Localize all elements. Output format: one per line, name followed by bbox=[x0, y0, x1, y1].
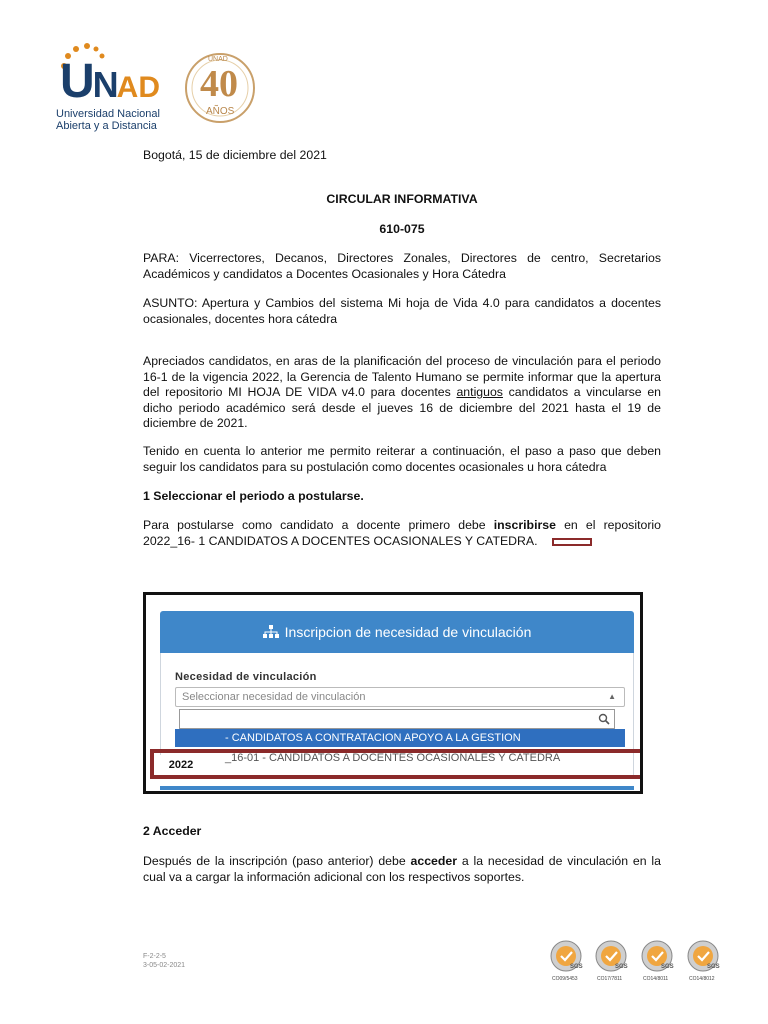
date-line: Bogotá, 15 de diciembre del 2021 bbox=[143, 148, 327, 162]
certification-seal-2 bbox=[591, 938, 631, 984]
certification-seal-4 bbox=[683, 938, 723, 984]
circular-title: CIRCULAR INFORMATIVA bbox=[326, 192, 478, 206]
footer-code: F-2-2-5 3-05-02-2021 bbox=[143, 953, 186, 969]
certification-seal-3 bbox=[637, 938, 677, 984]
unad-logo bbox=[56, 42, 166, 134]
sgs-mark: SGS bbox=[570, 964, 583, 970]
search-icon bbox=[598, 713, 610, 725]
highlight-marker bbox=[552, 538, 592, 546]
body-paragraph-1: Apreciados candidatos, en aras de la planificación del proceso de vinculación para el periodo 16-1 de la vigencia 2022, la Gerencia de Talento Humano se permite informar que la apertura del repositorio MI HOJA DE VIDA v4.0 para docentes antiguos candidatos a vincularse en dicho periodo académico será desde el jueves 16 de diciembre del 2021 hasta el 19 de diciembre de 2021. bbox=[143, 354, 661, 430]
embedded-screenshot bbox=[143, 592, 643, 794]
panel-header-title: Inscripcion de necesidad de vinculación bbox=[284, 624, 532, 640]
step1-title: 1 Seleccionar el periodo a postularse. bbox=[143, 489, 364, 503]
panel-bottom-strip bbox=[160, 786, 634, 790]
step1-text: Para postularse como candidato a docente primero debe inscribirse en el repositorio 2022_16- 1 CANDIDATOS A DOCENTES OCASIONALES Y CATEDRA. bbox=[143, 518, 661, 548]
circular-number: 610-075 bbox=[379, 222, 425, 236]
sgs-mark: SGS bbox=[661, 964, 674, 970]
sitemap-icon bbox=[263, 625, 279, 639]
option-docentes-ocasionales[interactable]: _16-01 - CANDIDATOS A DOCENTES OCASIONALES Y CATEDRA bbox=[225, 752, 561, 764]
certification-seal-1 bbox=[546, 938, 586, 984]
cert-code: CO17/7811 bbox=[597, 976, 623, 982]
acceder-bold: acceder bbox=[410, 854, 458, 868]
caret-up-icon: ▲ bbox=[608, 692, 616, 701]
unad-u-letter: U bbox=[60, 55, 93, 108]
sgs-mark: SGS bbox=[707, 964, 720, 970]
para-recipients: PARA: Vicerrectores, Decanos, Directores Zonales, Directores de centro, Secretarios Académicos y candidatos a Docentes Ocasionales y Hora Cátedra bbox=[143, 251, 661, 281]
cert-code: CO14/8012 bbox=[689, 976, 715, 982]
unad-ad-letters: AD bbox=[116, 71, 161, 104]
anniversary-text: AÑOS bbox=[206, 106, 235, 117]
unad-n-letter: N bbox=[92, 64, 117, 105]
anniversary-number: 40 bbox=[200, 63, 238, 105]
select-placeholder: Seleccionar necesidad de vinculación bbox=[182, 691, 366, 703]
option-apoyo-gestion[interactable]: - CANDIDATOS A CONTRATACION APOYO A LA GESTION bbox=[175, 729, 625, 747]
panel-header bbox=[160, 611, 634, 653]
highlight-box bbox=[150, 749, 643, 779]
body-paragraph-2: Tenido en cuenta lo anterior me permito reiterar a continuación, el paso a paso que deben seguir los candidatos para su postulación como docentes ocasionales u hora cátedra bbox=[143, 444, 661, 474]
anniversary-logo bbox=[182, 46, 260, 130]
step2-title: 2 Acceder bbox=[143, 824, 202, 838]
year-label: 2022 bbox=[158, 755, 204, 775]
inscribirse-bold: inscribirse bbox=[493, 518, 556, 532]
cert-code: CO14/8011 bbox=[643, 976, 669, 982]
unad-name-line2: Abierta y a Distancia bbox=[56, 120, 157, 132]
unad-name-line1: Universidad Nacional bbox=[56, 108, 160, 120]
search-input[interactable] bbox=[179, 709, 615, 729]
select-need[interactable] bbox=[175, 687, 625, 707]
cert-code: CO09/5453 bbox=[552, 976, 578, 982]
underline-antiguos: antiguos bbox=[456, 385, 503, 399]
step2-text: Después de la inscripción (paso anterior) debe acceder a la necesidad de vinculación en la cual va a cargar la información adicional con los respectivos soportes. bbox=[143, 854, 661, 884]
asunto: ASUNTO: Apertura y Cambios del sistema Mi hoja de Vida 4.0 para candidatos a docentes ocasionales, docentes hora cátedra bbox=[143, 296, 661, 326]
sgs-mark: SGS bbox=[615, 964, 628, 970]
anniversary-top: UNAD bbox=[208, 56, 228, 63]
field-label: Necesidad de vinculación bbox=[175, 671, 317, 683]
